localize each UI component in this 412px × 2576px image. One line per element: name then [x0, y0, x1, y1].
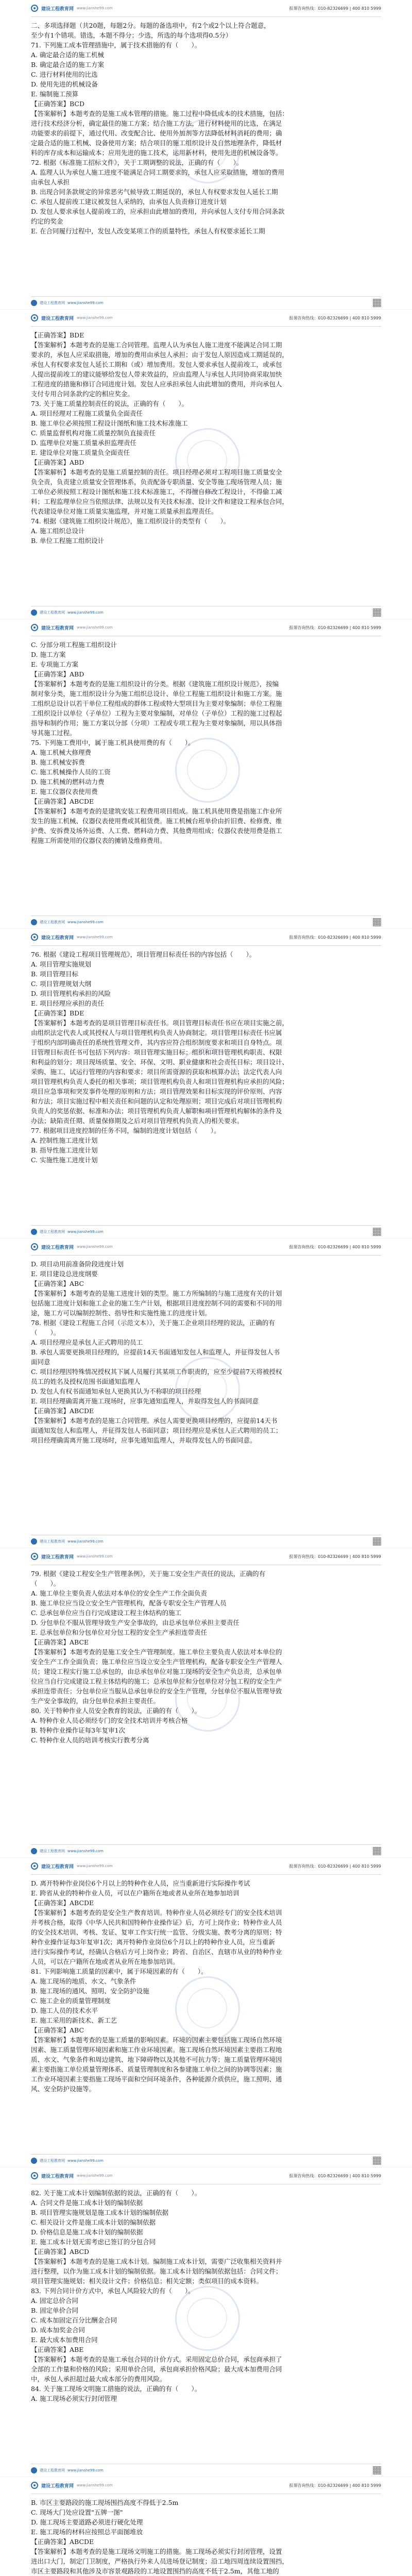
text-line: 75. 下列施工费用中，属于施工机具使用费的有（ ）。: [31, 739, 195, 747]
page-header: [31, 929, 381, 946]
header-hotline: 报课咨询热线：010-82326699 | 400 810 5999: [289, 1863, 381, 1869]
text-line: D. 价格信息是施工成本计划的编制依据: [31, 2228, 143, 2236]
qr-code-icon: [373, 608, 381, 617]
text-line: 人提出提前竣工的建议能够给发包人带来效益的，应由监理人与承包人共同协商采取加快: [31, 370, 282, 378]
text-line: 进行整理，以作为施工成本计划的编制依据。施工成本计划的编制依据包括：合同文件；: [31, 2267, 282, 2275]
text-line: 【正确答案】BDE: [31, 331, 84, 339]
text-line: A. 项目经理应是承包人正式聘用的员工: [31, 1338, 143, 1346]
header-hotline: 报课咨询热线：010-82326699 | 400 810 5999: [289, 1244, 381, 1249]
page-header: [31, 1548, 381, 1565]
text-line: E. 施工仪器仪表使用费: [31, 788, 98, 795]
text-line: D. 施工现场主要道路必须进行硬化处理: [31, 2518, 143, 2526]
text-line: E. 编制施工预算: [31, 90, 79, 98]
document-page: [0, 929, 412, 1238]
footer-logo-icon: [31, 919, 37, 925]
header-hotline: 报课咨询热线：010-82326699 | 400 810 5999: [289, 935, 381, 940]
qr-code-icon: [373, 1228, 381, 1236]
header-brand: [31, 624, 113, 631]
header-hotline: 报课咨询热线：010-82326699 | 400 810 5999: [289, 6, 381, 11]
text-line: C. 实施性施工进度计划: [31, 1156, 98, 1164]
header-brand-name: 建设工程教育网: [41, 625, 74, 631]
header-brand: [31, 934, 113, 941]
text-line: 种作业操作证每3年复审1次；离开特种作业岗位6个月以上的特种作业人员，应当重新: [31, 1938, 275, 1946]
text-line: E. 项目经理确需离开施工现场时，应事先通知监理人，并取得发包人的书面同意: [31, 1397, 259, 1405]
text-line: C. 特种作业人员的培训考核实行教考分离: [31, 1736, 149, 1744]
text-line: 至少有1个错项。错选，本题不得分；少选，所选的每个选项得0.5分）: [31, 31, 232, 39]
text-line: 中，承包人承担超过最大成本部分的费用风险。: [31, 2375, 166, 2383]
page-body: [31, 1569, 381, 1843]
text-line: 84. 关于施工现场文明施工措施的说法，正确的有（ ）。: [31, 2385, 201, 2393]
text-line: 【正确答案】BDE: [31, 1009, 84, 1017]
page-body: [31, 950, 381, 1224]
header-hotline: 报课咨询热线：010-82326699 | 400 810 5999: [289, 1554, 381, 1559]
text-line: D. 发包人有权书面通知承包人更换其认为不称职的项目经理: [31, 1387, 201, 1395]
text-line: 包括施工进度计划和施工企业的施工生产计划，根据项目进度控制不同的需要和不同的用: [31, 1299, 282, 1307]
text-line: A. 控制性施工进度计划: [31, 1137, 98, 1144]
header-hotline: 报课咨询热线：010-82326699 | 400 810 5999: [289, 625, 381, 630]
text-line: 程施工所需使用的仪器仪表的摊销及维修费用。: [31, 837, 166, 844]
text-line: A. 项目管理实施规划: [31, 960, 91, 968]
text-line: 导其施工过程。: [31, 729, 76, 737]
text-line: C. 施工机械操作人员的工资: [31, 768, 111, 776]
logo-icon: [31, 2482, 38, 2489]
header-brand-name: 建设工程教育网: [41, 316, 74, 321]
text-line: D. 施工方案: [31, 651, 66, 658]
logo-icon: [31, 1862, 38, 1870]
text-line: 【正确答案】ABD: [31, 670, 84, 678]
text-line: 【正确答案】ABE: [31, 2346, 84, 2353]
text-line: C. 质量监督机构对施工质量控制负直接责任: [31, 429, 156, 437]
logo-icon: [31, 1243, 38, 1250]
text-line: 并考核合格，取得《中华人民共和国特种作业操作证》后，方可上岗作业；特种作业人员: [31, 1919, 282, 1926]
page-body: [31, 1259, 381, 1533]
text-line: C. 分部分项工程施工组织设计: [31, 641, 117, 649]
document-page: [0, 310, 412, 619]
page-header: [31, 0, 381, 17]
text-line: D. 成本加奖金合同: [31, 2326, 85, 2334]
text-line: （ ）。: [31, 1580, 60, 1587]
text-line: D. 监理单位对施工质量承担监理责任: [31, 439, 137, 447]
page-body: [31, 2498, 381, 2576]
footer-logo-icon: [31, 2467, 37, 2473]
text-line: E. 最大成本加费用合同: [31, 2336, 98, 2344]
text-line: 78. 根据《建设工程施工合同（示范文本）》，关于施工企业项目经理的说法，正确的有: [31, 1319, 275, 1327]
header-brand-site: www.jianshe99.com: [77, 1245, 113, 1249]
text-line: 【答案解析】本题考查的是施工进度计划的类型。施工方所编制的与施工进度有关的计划: [31, 1290, 282, 1297]
page-header: [31, 1239, 381, 1256]
page-header: [31, 310, 381, 327]
text-line: 进出口大门，制定门卫制度，严格执行外来人员进场登记制度；沿工地四周连续设置围挡，: [31, 2557, 289, 2565]
text-line: A. 施工机械大修理费: [31, 749, 91, 756]
text-line: E. 施工采用的新技术、新工艺: [31, 2016, 117, 2024]
text-line: 安全生产工作全面负责；施工单位应当设立安全生产管理机构，配备专职安全生产管理人: [31, 1658, 282, 1666]
document-page: [0, 1239, 412, 1548]
text-line: E. 项目经理应承担的责任: [31, 999, 105, 1007]
text-line: 【答案解析】本题考查的是项目管理目标责任书。项目管理目标责任书应在项目实施之前，: [31, 1019, 289, 1027]
text-line: E. 项目建设总进度纲要: [31, 1270, 98, 1278]
footer-brand-name: 建设工程教育网: [40, 1849, 65, 1853]
text-line: 进行技术经济分析，确定最佳的施工方案；结合施工方法，进行材料使用的比选，在满足: [31, 120, 282, 127]
text-line: D. 项目动用前准备阶段进度计划: [31, 1260, 124, 1268]
text-line: 质、水文、气象条件和周边建筑、地下障碍物以及其他不可抗力等；施工质量管理环境因: [31, 2056, 282, 2063]
page-header: [31, 619, 381, 636]
text-line: A. 施工现场的地质、水文、气象条件: [31, 1977, 136, 1985]
page-header: [31, 2167, 381, 2184]
text-line: 工作业环境因素主要指施工现场平面和空间环境条件，各种能源介质供应，施工照明、通: [31, 2075, 282, 2083]
text-line: 指导和制约作用；施工方案以分部（分项）工程或专项工程为主要对象编制，用以具体指: [31, 719, 282, 727]
footer-brand-site: www.jianshe99.com: [67, 2468, 104, 2472]
text-line: 负全责，负责建立质量安全管理体系，负责配备专职质量、安全等施工现场管理人员；施: [31, 478, 282, 486]
text-line: 【答案解析】本题考查的是施工质量的影响因素。环境的因素主要包括施工现场自然环境: [31, 2036, 282, 2044]
footer-brand: [31, 609, 104, 616]
page-footer: [31, 2154, 381, 2167]
header-brand-name: 建设工程教育网: [41, 1864, 74, 1870]
text-line: C. 进行材料使用的比选: [31, 71, 98, 78]
footer-brand-name: 建设工程教育网: [40, 920, 65, 924]
text-line: 目管理目标责任书可包括下列内容：项目管理实施目标；组织和项目管理机构职责、权限: [31, 1048, 282, 1056]
footer-brand-site: www.jianshe99.com: [67, 1230, 104, 1234]
text-line: 【正确答案】ABC: [31, 2026, 84, 2034]
header-brand-name: 建设工程教育网: [41, 1245, 74, 1250]
header-brand: [31, 314, 113, 321]
text-line: 【正确答案】ABCDE: [31, 798, 94, 805]
text-line: C. 项目经理因特殊情况授权其下属人员履行其某项工作职责的，应至少提前7天将被授权: [31, 1368, 282, 1376]
page-footer: [31, 296, 381, 309]
logo-icon: [31, 5, 38, 12]
text-line: 项目经理确需离开施工现场时，应事先通知监理人，并取得发包人的书面同意。: [31, 1436, 256, 1444]
text-line: B. 确定最合适的施工方案: [31, 61, 105, 69]
text-line: B. 市区主要路段的施工现场围挡高度不得低于2.5m: [31, 2499, 179, 2506]
text-line: 生产安全事故的，由分包单位承担主要责任。: [31, 1697, 160, 1705]
text-line: D. 施工人员的技术水平: [31, 2007, 98, 2014]
text-line: 【答案解析】本题考查的是施工现场文明施工的措施。施工现场必须实行封闭管理，设置: [31, 2548, 282, 2555]
text-line: 【答案解析】本题考查的是施工安全生产管理制度。施工单位主要负责人依法对本单位的: [31, 1648, 282, 1656]
text-line: 80. 关于特种作业人员安全教育的说法，正确的有（ ）。: [31, 1707, 201, 1715]
text-line: 74. 根据《建筑施工组织设计规范》，施工组织设计的类型有（ ）。: [31, 517, 230, 525]
text-line: （ ）。: [31, 1329, 60, 1336]
header-brand-site: www.jianshe99.com: [77, 2174, 113, 2178]
footer-logo-icon: [31, 1538, 37, 1545]
footer-logo-icon: [31, 1848, 37, 1854]
text-line: 76. 根据《建设工程项目管理规范》，项目管理目标责任书的内容包括（ ）。: [31, 951, 256, 958]
text-line: 【正确答案】ABCDE: [31, 2538, 94, 2546]
text-line: 项目应急事项和突发事件处理的原则和方法；项目管理效果和目标实现的评价原则、内容: [31, 1088, 282, 1095]
text-line: 全部的工作量和价格的风险；采用单价合同，承包商承担价格风险；最大成本加费用合同: [31, 2365, 282, 2373]
footer-brand-name: 建设工程教育网: [40, 1539, 65, 1544]
text-line: D. 发包人要求承包人提前竣工的，应承担由此增加的费用，并向承包人支付专用合同条款: [31, 208, 285, 215]
page-footer: [31, 2464, 381, 2477]
text-line: C. 施工企业的质量管理制度: [31, 1997, 111, 2005]
page-footer: [31, 606, 381, 619]
footer-brand: [31, 2467, 104, 2473]
footer-logo-icon: [31, 300, 37, 306]
text-line: B. 施工机械安拆费: [31, 758, 85, 766]
text-line: A. 特种作业人员必须经专门的安全技术培训并考核合格: [31, 1717, 188, 1724]
page-body: [31, 2188, 381, 2462]
document-page: [0, 0, 412, 309]
text-line: 位应当自行完成建设工程主体结构的施工；总承包单位和分包单位对分包工程的安全生产: [31, 1677, 282, 1685]
header-brand-site: www.jianshe99.com: [77, 625, 113, 630]
header-brand: [31, 5, 113, 12]
text-line: 于组织内部明确责任的系统性管理文件，其内容应符合组织制度要求和项目自身特点。项: [31, 1039, 282, 1046]
footer-brand-site: www.jianshe99.com: [67, 2159, 104, 2163]
text-line: A. 施工现场必须实行封闭管理: [31, 2395, 117, 2402]
text-line: 【答案解析】本题考查的是施工合同管理。承包人需要更换项目经理的，应提前14天书: [31, 1417, 278, 1425]
logo-icon: [31, 314, 38, 321]
text-line: 【正确答案】ABCD: [31, 2248, 90, 2256]
page-header: [31, 1858, 381, 1875]
header-brand: [31, 1862, 113, 1870]
page-body: [31, 330, 381, 604]
logo-icon: [31, 1553, 38, 1560]
text-line: A. 项目经理对工程施工质量负全面责任: [31, 410, 143, 417]
qr-code-icon: [373, 2466, 381, 2475]
text-line: 进行实际操作考试，经确认合格后方可上岗作业；跨省、自治区、直辖市从业的特种作业: [31, 1948, 282, 1956]
text-line: 由承包人承担: [31, 178, 70, 186]
header-brand: [31, 1243, 113, 1250]
qr-code-icon: [373, 1537, 381, 1546]
text-line: 【正确答案】ABCDE: [31, 1407, 94, 1415]
qr-code-icon: [373, 918, 381, 926]
header-brand-site: www.jianshe99.com: [77, 935, 113, 939]
text-line: 素主要指施工单位质量管理体系、质量管理制度和各参建施工单位之间的协调等因素；施: [31, 2065, 282, 2073]
text-line: 途，施工方可以编制控制性、指导性和实施性施工的进度计划。: [31, 1309, 212, 1317]
text-line: 面同意: [31, 1358, 50, 1366]
header-brand-site: www.jianshe99.com: [77, 1554, 113, 1558]
header-brand-site: www.jianshe99.com: [77, 6, 113, 10]
text-line: 73. 关于施工质量控制责任的说法，正确的有（ ）。: [31, 400, 188, 408]
text-line: A. 确定最合适的施工机械: [31, 51, 104, 59]
text-line: 82. 关于施工成本计划编制依据的说法，正确的有（ ）。: [31, 2189, 201, 2197]
text-line: 【正确答案】ABCDE: [31, 1899, 94, 1907]
text-line: 料的库存成本和运输成本；应用先进的施工技术，运用新材料，使用先进的机械设备等。: [31, 149, 282, 157]
text-line: B. 指导性施工进度计划: [31, 1146, 98, 1154]
text-line: 工组织总设计以若干单位工程组成的群体工程或特大型项目为主要对象编制；单位工程施: [31, 700, 282, 707]
text-line: 支付专用合同条款约定的相应奖金。: [31, 390, 134, 398]
text-line: C. 项目管理规划大纲: [31, 980, 92, 988]
text-line: A. 施工单位主要负责人依法对本单位的安全生产工作全面负责: [31, 1589, 207, 1597]
text-line: B. 施工单位必须按照工程设计图纸和施工技术标准施工: [31, 419, 188, 427]
text-line: 工单位必须按照工程设计图纸和施工技术标准施工，不得擅自修改工程设计，不得偷工减: [31, 488, 282, 496]
page-body: [31, 21, 381, 295]
text-line: 项目管理实施规划；相关设计文件；价格信息；相关定额；类似项目的成本资料。: [31, 2277, 263, 2285]
text-line: A. 合同文件是施工成本计划的编制依据: [31, 2199, 143, 2207]
text-line: B. 施工现场的通风、照明、安全防护设施: [31, 1987, 149, 1995]
footer-brand: [31, 919, 104, 925]
text-line: 81. 下列影响施工质量的因素中，属于环境因素的有（ ）。: [31, 1968, 208, 1975]
text-line: 负责人的奖惩依据、标准和办法；项目管理机构负责人解职和项目管理机构解体的条件及: [31, 1107, 282, 1115]
text-line: 77. 根据项目进度控制的任务不同，编制的进度计划包括（ ）。: [31, 1127, 220, 1134]
header-brand-site: www.jianshe99.com: [77, 1864, 113, 1868]
page-body: [31, 1878, 381, 2153]
header-hotline: 报课咨询热线：010-82326699 | 400 810 5999: [289, 2483, 381, 2488]
text-line: 办法；缺陷责任期、质量保修期及之后对项目管理机构负责人的相关要求。: [31, 1117, 244, 1125]
text-line: 员；建设工程实行施工总承包的，由总承包单位对施工现场的安全生产负总责，总承包单: [31, 1668, 282, 1675]
text-line: 工组织设计以单位（子单位）工程为主要对象编制，对单位（子单位）工程的施工过程起: [31, 709, 282, 717]
footer-brand-site: www.jianshe99.com: [67, 301, 104, 305]
text-line: B. 固定单价合同: [31, 2307, 79, 2314]
text-line: 约定的奖金: [31, 217, 63, 225]
text-line: E. 施工现场的材料应按照总平面图堆放: [31, 2528, 143, 2536]
page-footer: [31, 1535, 381, 1548]
text-line: 【答案解析】本题考查的是施工承包合同的计价方式。采用固定总价合同，承包商承担了: [31, 2355, 282, 2363]
document-page: [0, 2167, 412, 2477]
qr-code-icon: [373, 299, 381, 307]
text-line: 承担连带责任；分包单位应当服从总承包单位的安全生产管理，分包单位不服从管理导致: [31, 1687, 282, 1695]
text-line: C. 总承包单位应当自行完成建设工程主体结构的施工: [31, 1609, 182, 1617]
qr-code-icon: [373, 1847, 381, 1855]
footer-brand-site: www.jianshe99.com: [67, 920, 104, 924]
text-line: B. 出现合同条款规定的异常恶劣气候导致工期延误的，承包人有权要求发包人延长工期: [31, 188, 278, 196]
header-hotline: 报课咨询热线：010-82326699 | 400 810 5999: [289, 315, 381, 320]
qr-code-icon: [373, 2157, 381, 2165]
text-line: 人员，可以在户籍所在地或者从业所在地参加培训。: [31, 1958, 179, 1965]
logo-icon: [31, 624, 38, 631]
text-line: D. 使用先进的机械设备: [31, 80, 98, 88]
text-line: 和利益的划分；项目现场质量、安全、环保、文明、职业健康和社会责任目标；项目设计、: [31, 1058, 289, 1066]
text-line: 【答案解析】本题考查的是施工成本计划。编制施工成本计划，需要广泛收集相关资料并: [31, 2258, 282, 2265]
text-line: 【答案解析】本题考查的是施工质量控制的责任。项目经理必须对工程项目施工质量安全: [31, 468, 282, 476]
header-brand-site: www.jianshe99.com: [77, 316, 113, 320]
text-line: 【答案解析】本题考查的是施工组织设计的分类。根据《建筑施工组织设计规范》，按编: [31, 680, 279, 688]
text-line: 风、安全防护设施等。: [31, 2085, 96, 2093]
text-line: 市区主要路段和其他涉及市容景观路段的工地设置围挡的高度不低于2.5m，其他工地的: [31, 2567, 279, 2575]
footer-brand-name: 建设工程教育网: [40, 301, 65, 305]
text-line: E. 专项施工方案: [31, 660, 79, 668]
text-line: B. 特种作业操作证每3年复审1次: [31, 1726, 126, 1734]
page-footer: [31, 916, 381, 928]
header-brand-name: 建设工程教育网: [41, 2483, 74, 2489]
text-line: B. 施工单位应当设立安全生产管理机构，配备专职安全生产管理人员: [31, 1599, 227, 1607]
header-brand-name: 建设工程教育网: [41, 1554, 74, 1560]
text-line: 要求的，承包人应采取措施，增加的费用由承包人承担；由于发包人原因造成工期延误的，: [31, 351, 289, 359]
logo-icon: [31, 2172, 38, 2179]
text-line: 采购、施工、试运行管理的内容和要求；项目所需资源的获取和核算办法；法定代表人向: [31, 1068, 282, 1076]
text-line: D. 离开特种作业岗位6个月以上的特种作业人员，应当重新进行实际操作考试: [31, 1879, 250, 1887]
header-brand: [31, 2482, 113, 2489]
document-page: [0, 1858, 412, 2167]
header-hotline: 报课咨询热线：010-82326699 | 400 810 5999: [289, 2173, 381, 2178]
text-line: D. 项目管理机构承担的风险: [31, 990, 111, 997]
header-brand-name: 建设工程教育网: [41, 6, 74, 12]
page-footer: [31, 1225, 381, 1238]
text-line: E. 跨省从业的特种作业人员，可以在户籍所在地或者从业所在地参加培训: [31, 1889, 239, 1897]
text-line: 制对象分类，施工组织设计分为施工组织总设计、单位工程施工组织设计和施工方案。施: [31, 690, 282, 698]
footer-brand: [31, 300, 104, 306]
footer-brand: [31, 2158, 104, 2164]
footer-brand: [31, 1848, 104, 1854]
text-line: 面通知发包人和监理人，并征得发包人书面同意；项目经理应是承包人正式聘用的员工；: [31, 1427, 282, 1434]
text-line: 【答案解析】本题考查的是施工合同管理。监理人认为承包人施工进度不能满足合同工期: [31, 341, 282, 349]
page-body: [31, 640, 381, 914]
document-page: [0, 1548, 412, 1857]
footer-logo-icon: [31, 609, 37, 616]
text-line: B. 项目管理目标: [31, 970, 79, 978]
text-line: 发生的施工机械、仪器仪表使用费或其租赁费。施工机械台班单价由折旧费、检修费、维: [31, 817, 282, 825]
text-line: 【答案解析】本题考查的是建筑安装工程费用项目组成。施工机具使用费是指施工作业所: [31, 807, 282, 815]
text-line: 的安全技术培训、考核、发证、复审工作实行统一监管、分级实施、教考分离的原则；特: [31, 1928, 282, 1936]
text-line: 工程进度的措施和修订合同进度计划。发包人应承担承包人由此增加的费用，并向承包人: [31, 380, 282, 388]
text-line: D. 分包单位不服从管理导致生产安全事故的，由总承包单位承担主要责任: [31, 1619, 240, 1626]
text-line: 员工的姓名及授权范围书面通知监理人: [31, 1378, 141, 1385]
text-line: 定最合适的施工机械、设备使用方案；结合项目的施工组织设计及自然地理条件，降低材: [31, 139, 282, 147]
header-brand-site: www.jianshe99.com: [77, 2483, 113, 2487]
page-footer: [31, 1844, 381, 1857]
footer-brand-site: www.jianshe99.com: [67, 611, 104, 615]
text-line: E. 在合同履行过程中，发包人改变某项工作的质量特性，承包人有权要求延长工期: [31, 227, 265, 235]
text-line: 承包人有权要求发包人延长工期和（或）增加费用。发包人要求承包人提前竣工，或承包: [31, 361, 282, 368]
text-line: C. 相关设计文件是施工成本计划的编制依据: [31, 2218, 156, 2226]
text-line: 【正确答案】BCD: [31, 100, 85, 108]
text-line: 代表建设单位对施工质量实施监理，并对施工质量承担监理责任。: [31, 507, 218, 515]
text-line: A. 固定总价合同: [31, 2297, 78, 2304]
text-line: 【答案解析】本题考查的是安全生产教育培训。特种作业人员必须经专门的安全技术培训: [31, 1909, 282, 1917]
text-line: 护费、安拆费及场外运费、人工费、燃料动力费、其他费用组成；仪器仪表使用费是指工: [31, 827, 282, 835]
text-line: A. 施工组织总设计: [31, 527, 85, 535]
footer-brand: [31, 1538, 104, 1545]
text-line: 79. 根据《建设工程安全生产管理条例》，关于施工安全生产责任的说法，正确的有: [31, 1570, 266, 1578]
footer-logo-icon: [31, 1229, 37, 1235]
footer-brand-name: 建设工程教育网: [40, 611, 65, 615]
text-line: C. 现场大门处应设置"五牌一图": [31, 2509, 123, 2516]
text-line: B. 承包人需要更换项目经理的，应提前14天书面通知发包人和监理人，并征得发包人书: [31, 1348, 280, 1356]
text-line: B. 单位工程施工组织设计: [31, 537, 105, 545]
document-page: [0, 619, 412, 928]
footer-brand-name: 建设工程教育网: [40, 2468, 65, 2472]
text-line: 72. 根据《标准施工招标文件》，关于工期调整的说法，正确的有（ ）。: [31, 159, 243, 166]
footer-brand-name: 建设工程教育网: [40, 1230, 65, 1234]
footer-brand: [31, 1229, 104, 1235]
footer-brand-name: 建设工程教育网: [40, 2159, 65, 2163]
text-line: 因素、施工质量管理环境因素和施工作业环境因素。施工现场自然环境因素主要指工程地: [31, 2046, 282, 2054]
header-brand-name: 建设工程教育网: [41, 935, 74, 941]
text-line: 功能要求的前提下，通过代用、改变配合比、使用外加剂等方法降低材料消耗的费用；确: [31, 129, 282, 137]
page-header: [31, 2477, 381, 2494]
document-page: [0, 2477, 412, 2576]
text-line: E. 建设单位对施工质量负全面责任: [31, 449, 130, 456]
header-brand: [31, 1553, 113, 1560]
header-brand: [31, 2172, 113, 2179]
text-line: 项目管理机构负责人委托的相关事项；项目管理机构负责人和项目管理机构应承担的风险；: [31, 1078, 289, 1086]
text-line: 【正确答案】ABCE: [31, 1638, 89, 1646]
footer-brand-site: www.jianshe99.com: [67, 1849, 104, 1853]
footer-logo-icon: [31, 2158, 37, 2164]
text-line: E. 总承包单位和分包单位对分包工程的安全生产承担连带责任: [31, 1629, 208, 1636]
text-line: 和方法；项目实施过程中相关责任和问题的认定和处理原则；项目完成后对项目管理机构: [31, 1097, 282, 1105]
logo-icon: [31, 934, 38, 941]
footer-brand-site: www.jianshe99.com: [67, 1539, 104, 1544]
text-line: C. 承包人提前竣工建议被发包人采纳的，由承包人负责修订进度计划: [31, 198, 227, 206]
text-line: 【正确答案】ABC: [31, 1280, 84, 1287]
text-line: 【答案解析】本题考查的是施工成本管理的措施。施工过程中降低成本的技术措施，包括：: [31, 110, 289, 117]
text-line: 【正确答案】ABD: [31, 459, 84, 466]
text-line: A. 监理人认为承包人施工进度不能满足合同工期要求的，承包人应采取措施，增加的费用: [31, 168, 284, 176]
text-line: 83. 下列合同计价方式中，承包人风险较大的有（ ）。: [31, 2287, 195, 2295]
text-line: 二、多项选择题（共20题，每题2分。每题的备选项中，有2个或2个以上符合题意，: [31, 22, 270, 29]
text-line: 由组织法定代表人或其授权人与项目管理机构负责人协商制定。项目管理目标责任书应属: [31, 1029, 282, 1037]
text-line: B. 项目管理实施规划是施工成本计划的编制依据: [31, 2209, 169, 2216]
header-brand-name: 建设工程教育网: [41, 2174, 74, 2179]
text-line: E. 施工成本计划无需考虑已签订的分包合同: [31, 2238, 156, 2246]
text-line: C. 成本加固定百分比酬金合同: [31, 2316, 117, 2324]
text-line: D. 施工机械的燃料动力费: [31, 778, 105, 786]
text-line: 料；工程监理单位应当依照法律、法规以及有关技术标准、设计文件和建设工程承包合同，: [31, 498, 289, 505]
text-line: 71. 下列施工成本管理措施中，属于技术措施的有（ ）。: [31, 41, 201, 49]
